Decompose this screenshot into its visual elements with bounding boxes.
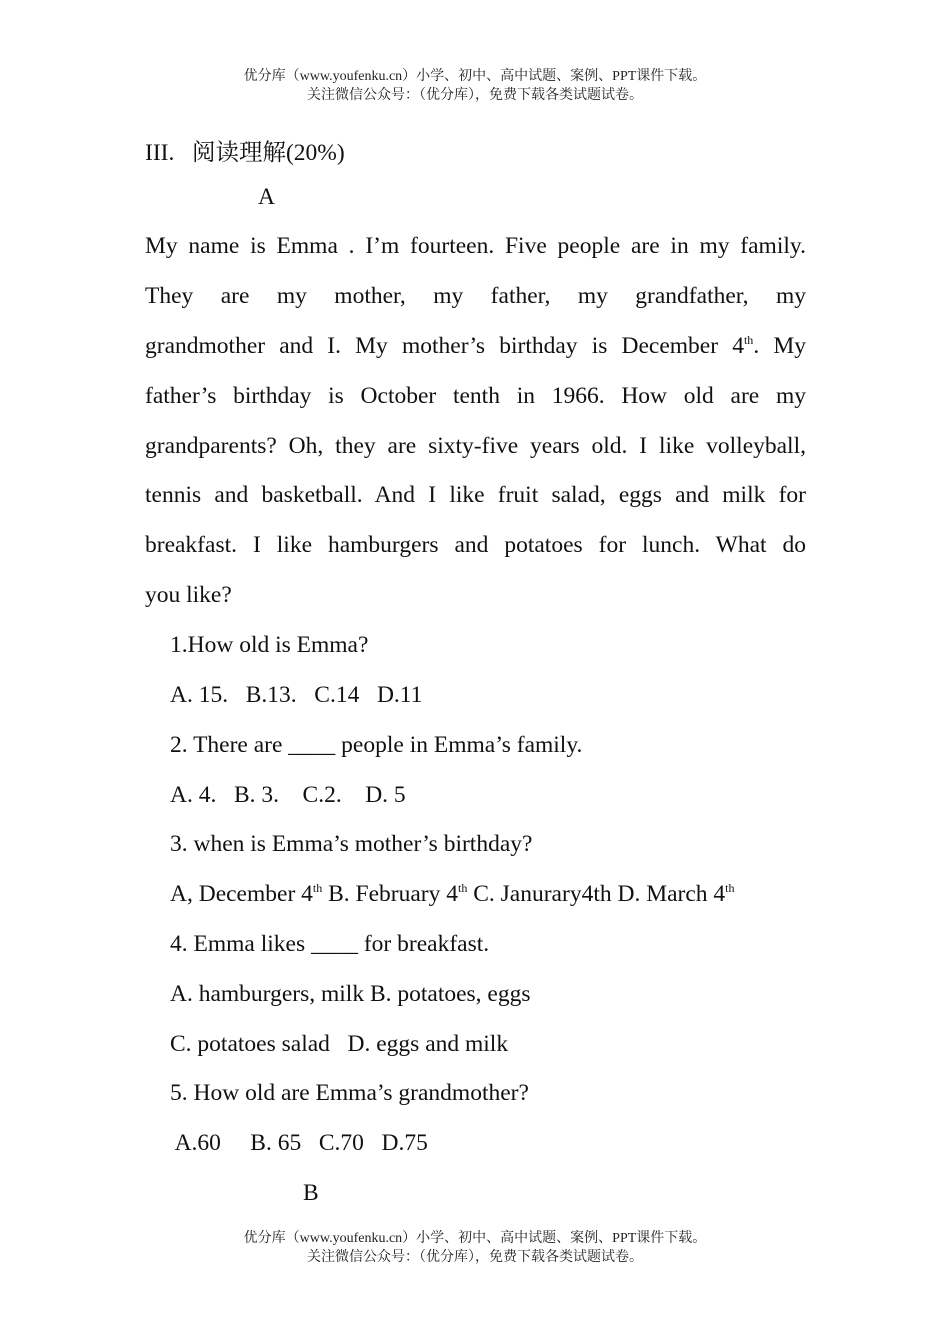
- question-2-options: A. 4. B. 3. C.2. D. 5: [170, 782, 406, 808]
- passage-a-label: A: [258, 184, 275, 210]
- question-5-stem: 5. How old are Emma’s grandmother?: [170, 1080, 529, 1106]
- passage-line: tennis and basketball. And I like fruit salad, eggs and milk for: [145, 482, 806, 508]
- header-line-2: 关注微信公众号：（优分库），免费下载各类试题试卷。: [307, 88, 643, 103]
- footer-line-1: 优分库（www.youfenku.cn）小学、初中、高中试题、案例、PPT课件下载。: [243, 1231, 707, 1246]
- passage-line: My name is Emma . I’m fourteen. Five people are in my family.: [145, 233, 806, 259]
- question-1-stem: 1.How old is Emma?: [170, 632, 369, 658]
- passage-line: grandparents? Oh, they are sixty-five years old. I like volleyball,: [145, 433, 806, 459]
- section-title: 阅读理解(20%): [191, 140, 345, 166]
- passage-line: grandmother and I. My mother’s birthday is December 4th. My: [145, 333, 806, 359]
- question-3-stem: 3. when is Emma’s mother’s birthday?: [170, 831, 533, 857]
- passage-line: father’s birthday is October tenth in 1966. How old are my: [145, 383, 806, 409]
- passage-b-label: B: [303, 1180, 319, 1206]
- question-5-options: A.60 B. 65 C.70 D.75: [170, 1130, 428, 1156]
- passage-line: you like?: [145, 582, 232, 608]
- section-heading: [145, 133, 345, 167]
- page-header: [0, 67, 950, 105]
- page-footer: [0, 1229, 950, 1267]
- question-3-options: A, December 4th B. February 4th C. Janurary4th D. March 4th: [170, 881, 735, 907]
- header-line-1: 优分库（www.youfenku.cn）小学、初中、高中试题、案例、PPT课件下载。: [243, 69, 707, 84]
- question-2-stem: 2. There are ____ people in Emma’s family.: [170, 732, 583, 758]
- question-4-options-line-2: C. potatoes salad D. eggs and milk: [170, 1031, 509, 1057]
- question-4-stem: 4. Emma likes ____ for breakfast.: [170, 931, 490, 957]
- section-number: III.: [145, 140, 175, 166]
- question-1-options: A. 15. B.13. C.14 D.11: [170, 682, 423, 708]
- question-4-options-line-1: A. hamburgers, milk B. potatoes, eggs: [170, 981, 531, 1007]
- passage-line: breakfast. I like hamburgers and potatoes for lunch. What do: [145, 532, 806, 558]
- footer-line-2: 关注微信公众号：（优分库），免费下载各类试题试卷。: [307, 1250, 643, 1265]
- passage-line: They are my mother, my father, my grandfather, my: [145, 283, 806, 309]
- ordinal-suffix: th: [743, 333, 754, 347]
